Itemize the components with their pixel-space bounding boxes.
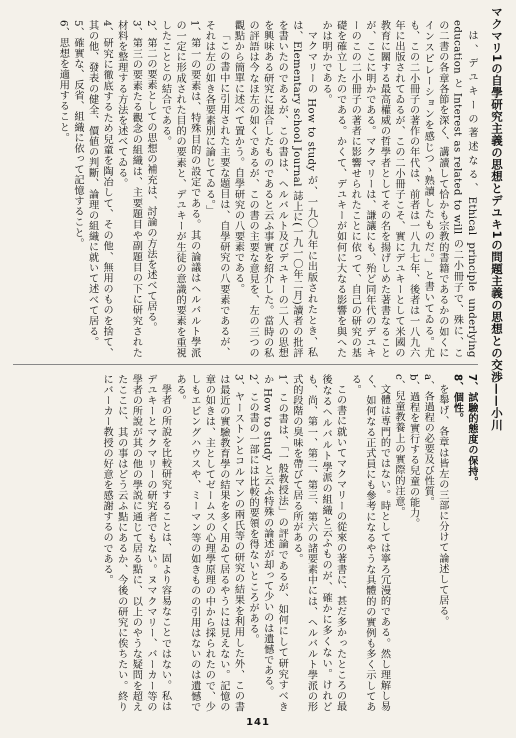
paragraph: は、デユキーの著述なる、Ethical principle underlying education と Interest as related to will の二小冊子で、殊に、この二書の各章各節を深く、講讀して恰かも宗教的書籍であるかの如くにインスピレーションを感じつゝ熟讀したものだ。」と書いてゐる。尤も、この二小冊子の著作の年代は、前者は一八九七年、後者は一八九六年に出版されてゐるが、この二小冊子こそ、實にデユキーとして米國の教育に關する最高權威の哲學者としてその名を揚げしめた著書なることが、ここに明かである。マクマリーは、謙讓にも、殆ど同年代のデユキーのこの二小冊子の著者に影響せられたことに依って、自己の研究の基礎を確立したのである。かくて、デユキーが如何に大なる影響を與へたかは明かである。	[320, 20, 477, 358]
running-head: マクマリ1の自學研究主義の思想とデユキ1の問題主義の思想との交渉——小川	[490, 6, 504, 432]
top-text-block	[13, 20, 478, 358]
list-item: 4、研究に徹底するため兒童を陶冶して、その他、無用のものを捨て、其の他、發表の健全、價値の判斷、論理の組織に就いて述べて居る。	[86, 20, 113, 358]
section-divider	[13, 364, 478, 365]
paragraph: マクマリーの How to study が、一九〇九年に出版されたとき、私は、Elementary school Journal 誌上に(一九一〇年二月)讀者の批評を書いたのであるが、この書は、ヘルバルト及びデユキーの二人の思想を興味ある研究に混合したものであると云ふ事實を紹介した。當時の私の評語は今なほ左の如くであるが、この書の主要な意見を、左の三つの觀點から簡單に述べて置かう。自學研究の八要素である。	[232, 20, 317, 358]
paragraph: 學者の所說を比較研究することは、固より容易なことではない。私はデユキーとマクマリーの研究者でもない。ヌマクマリー、バーカー等の學者の所說が其の他の學説に通じて居る點に、以上のやうな疑問を超えたここに、其の事はどう云ふ點にあるか、今後の研究に俟ちたい。終りにバーカー教授の好意を感謝するのである。	[101, 374, 171, 712]
list-item: 1、第一の要素は、特殊目的の設定である。其の論議はヘルバルト學派の一定に形成された目的の要素と、デユキーが生徒の意識的要素を重視したこととの結合である。	[159, 20, 200, 358]
paragraph: を舉げ、各章は皆左の三部に分けて論述して居る。	[436, 384, 448, 627]
list-item: b、過程を實行する兒童の能力。	[407, 374, 419, 529]
list-item: 6、思想を適用すること。	[57, 20, 69, 143]
list-item: 2、第二の要素としての思想の補充は、討論の方法を述べて居る。	[144, 20, 156, 333]
list-item: 7、試驗的態度の保持。	[466, 374, 477, 487]
list-item: a、各過程の必要及び性質。	[422, 374, 434, 508]
list-item: 5、確實な、反省、組織に依って記憶すること。	[71, 20, 83, 249]
bottom-text-block	[13, 374, 478, 712]
list-item: 3、第三の要素たる觀念の組織は、主要題目や副題目の下に研究された材料を整理する方法を述べてゐる。	[115, 20, 142, 358]
list-item: 2、この書の一部には比較的要領を得ないところがある。	[247, 374, 259, 645]
list-item: 1、この書は、「一般教授法」の評論であるが、如何にして研究すべきか How to study と云ふ特殊の論述が却って少いのは遺憾である。	[261, 374, 288, 712]
paragraph: 文體は専門的ではない。時としては寧ろ冗漫的である。然し理解し易く、如何なる正式員にも參考になるやうな具體的の實例も多く示してある。	[349, 374, 390, 712]
list-item: 8、個性。	[451, 374, 463, 424]
list-item: c、兒童教養上の實際的注意。	[393, 374, 405, 518]
page-number: 141	[246, 717, 270, 728]
list-item: 3、ヤーストンとコルマンの兩氏等の研究の結果を利用した外、この書は最近の實驗教育學の結果を多く用ゐて居るやうには見えない。記憶の章の如きは、主としてゼームスの心理學原理の中から採られたので、少しもエビングハウスや、ミーマン等の如きものの引用はないのは遺憾である。	[174, 374, 244, 712]
paragraph: この書に就いてマクマリーの從來の著書に、甚だ多かったところの最後なるヘルバルト學派の組織と云ふものが、確かに多くない。けれども、尚、第一、第二、第三、第六の諸要素中には、ヘルバルト學派の形式的段階の臭味を帶びて居る所がある。	[290, 374, 346, 712]
paragraph: 「この書中に引用された主要な題目は、自學研究の八要素であるが、それは左の如き各要素別に論じてゐる。」	[203, 20, 229, 358]
